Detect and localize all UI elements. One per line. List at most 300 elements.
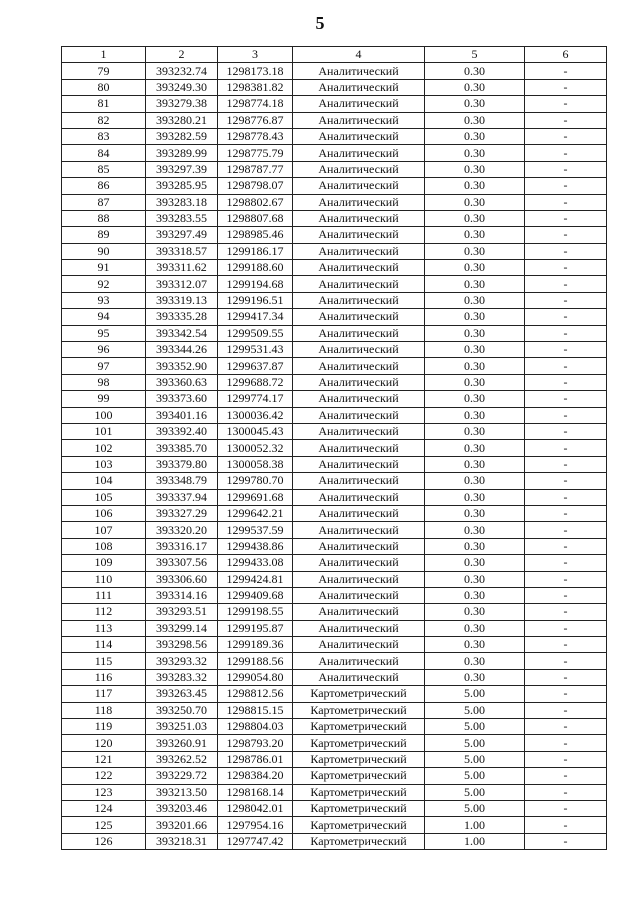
table-cell: 393312.07 <box>146 276 218 292</box>
table-cell: 393318.57 <box>146 243 218 259</box>
table-cell: 1299642.21 <box>218 505 293 521</box>
column-header: 3 <box>218 47 293 63</box>
table-cell: Аналитический <box>293 342 425 358</box>
table-cell: 115 <box>62 653 146 669</box>
table-cell: 106 <box>62 505 146 521</box>
table-cell: - <box>525 227 607 243</box>
table-cell: - <box>525 538 607 554</box>
table-cell: 393279.38 <box>146 96 218 112</box>
table-cell: Картометрический <box>293 817 425 833</box>
table-cell: 111 <box>62 587 146 603</box>
table-cell: - <box>525 473 607 489</box>
table-cell: 1299688.72 <box>218 374 293 390</box>
table-row <box>62 456 607 472</box>
table-cell: 1298787.77 <box>218 161 293 177</box>
table-cell: 393297.49 <box>146 227 218 243</box>
table-row <box>62 719 607 735</box>
table-row <box>62 538 607 554</box>
table-cell: 95 <box>62 325 146 341</box>
table-row <box>62 423 607 439</box>
table-cell: 103 <box>62 456 146 472</box>
table-cell: 0.30 <box>425 407 525 423</box>
table-cell: 89 <box>62 227 146 243</box>
table-cell: 87 <box>62 194 146 210</box>
table-cell: 0.30 <box>425 391 525 407</box>
table-cell: - <box>525 243 607 259</box>
table-cell: 90 <box>62 243 146 259</box>
table-cell: 108 <box>62 538 146 554</box>
table-cell: 393392.40 <box>146 423 218 439</box>
table-cell: 393327.29 <box>146 505 218 521</box>
table-cell: Аналитический <box>293 243 425 259</box>
table-cell: 126 <box>62 833 146 849</box>
table-row <box>62 637 607 653</box>
table-cell: - <box>525 342 607 358</box>
table-cell: 0.30 <box>425 243 525 259</box>
table-cell: - <box>525 817 607 833</box>
table-row <box>62 210 607 226</box>
table-cell: 1298774.18 <box>218 96 293 112</box>
table-cell: - <box>525 407 607 423</box>
table-cell: - <box>525 178 607 194</box>
table-cell: 5.00 <box>425 784 525 800</box>
table-cell: 0.30 <box>425 194 525 210</box>
table-row <box>62 243 607 259</box>
table-cell: - <box>525 276 607 292</box>
table-cell: 0.30 <box>425 637 525 653</box>
table-cell: - <box>525 784 607 800</box>
table-cell: 0.30 <box>425 505 525 521</box>
table-cell: 113 <box>62 620 146 636</box>
table-cell: 112 <box>62 604 146 620</box>
table-cell: 102 <box>62 440 146 456</box>
table-cell: - <box>525 391 607 407</box>
table-cell: - <box>525 128 607 144</box>
table-row <box>62 276 607 292</box>
table-row <box>62 817 607 833</box>
table-cell: - <box>525 686 607 702</box>
table-cell: 99 <box>62 391 146 407</box>
table-cell: 393352.90 <box>146 358 218 374</box>
table-cell: 125 <box>62 817 146 833</box>
table-cell: 1299054.80 <box>218 669 293 685</box>
table-cell: Картометрический <box>293 702 425 718</box>
table-row <box>62 391 607 407</box>
table-cell: Аналитический <box>293 210 425 226</box>
table-cell: Аналитический <box>293 374 425 390</box>
table-cell: - <box>525 505 607 521</box>
table-row <box>62 112 607 128</box>
column-header: 5 <box>425 47 525 63</box>
table-row <box>62 587 607 603</box>
table-cell: Картометрический <box>293 735 425 751</box>
table-cell: - <box>525 309 607 325</box>
table-cell: 393260.91 <box>146 735 218 751</box>
table-cell: 110 <box>62 571 146 587</box>
table-cell: 82 <box>62 112 146 128</box>
table-cell: 1299537.59 <box>218 522 293 538</box>
table-row <box>62 489 607 505</box>
table-body <box>62 63 607 850</box>
table-cell: 393348.79 <box>146 473 218 489</box>
table-cell: - <box>525 194 607 210</box>
table-cell: 100 <box>62 407 146 423</box>
table-row <box>62 620 607 636</box>
table-cell: 0.30 <box>425 440 525 456</box>
table-cell: 1298985.46 <box>218 227 293 243</box>
table-cell: 393285.95 <box>146 178 218 194</box>
column-header: 1 <box>62 47 146 63</box>
table-cell: - <box>525 456 607 472</box>
table-cell: Аналитический <box>293 604 425 620</box>
table-cell: 1299196.51 <box>218 292 293 308</box>
table-row <box>62 522 607 538</box>
table-row <box>62 833 607 849</box>
table-row <box>62 309 607 325</box>
table-cell: Аналитический <box>293 79 425 95</box>
table-cell: 1298802.67 <box>218 194 293 210</box>
table-row <box>62 161 607 177</box>
table-cell: 0.30 <box>425 276 525 292</box>
table-cell: 0.30 <box>425 571 525 587</box>
table-row <box>62 342 607 358</box>
table-row <box>62 669 607 685</box>
table-cell: 1298042.01 <box>218 800 293 816</box>
table-cell: 120 <box>62 735 146 751</box>
table-cell: 1299637.87 <box>218 358 293 374</box>
table-cell: 0.30 <box>425 423 525 439</box>
table-cell: - <box>525 768 607 784</box>
table-row <box>62 800 607 816</box>
table-cell: 393297.39 <box>146 161 218 177</box>
table-cell: 5.00 <box>425 768 525 784</box>
table-cell: 393373.60 <box>146 391 218 407</box>
table-cell: 0.30 <box>425 112 525 128</box>
page-number: 5 <box>315 13 325 33</box>
table-cell: Картометрический <box>293 751 425 767</box>
table-row <box>62 604 607 620</box>
table-cell: Аналитический <box>293 391 425 407</box>
table-cell: 393280.21 <box>146 112 218 128</box>
table-cell: 1298168.14 <box>218 784 293 800</box>
table-cell: 0.30 <box>425 538 525 554</box>
table-cell: Аналитический <box>293 292 425 308</box>
table-cell: 104 <box>62 473 146 489</box>
table-cell: 1300058.38 <box>218 456 293 472</box>
table-row <box>62 751 607 767</box>
table-cell: 5.00 <box>425 735 525 751</box>
table-cell: 1298798.07 <box>218 178 293 194</box>
table-cell: Аналитический <box>293 407 425 423</box>
table-cell: Аналитический <box>293 489 425 505</box>
table-cell: 1298775.79 <box>218 145 293 161</box>
table-cell: Аналитический <box>293 669 425 685</box>
table-cell: Аналитический <box>293 555 425 571</box>
column-header: 4 <box>293 47 425 63</box>
table-cell: 0.30 <box>425 96 525 112</box>
table-cell: Аналитический <box>293 440 425 456</box>
table-cell: 1299194.68 <box>218 276 293 292</box>
table-row <box>62 555 607 571</box>
table-cell: 393201.66 <box>146 817 218 833</box>
table-cell: - <box>525 161 607 177</box>
table-cell: 393319.13 <box>146 292 218 308</box>
table-cell: 0.30 <box>425 555 525 571</box>
table-cell: Аналитический <box>293 96 425 112</box>
table-cell: 1299509.55 <box>218 325 293 341</box>
table-cell: Аналитический <box>293 653 425 669</box>
table-cell: 393306.60 <box>146 571 218 587</box>
table-cell: - <box>525 555 607 571</box>
table-cell: 0.30 <box>425 128 525 144</box>
table-cell: Аналитический <box>293 128 425 144</box>
table-row <box>62 145 607 161</box>
table-row <box>62 79 607 95</box>
table-cell: - <box>525 325 607 341</box>
table-cell: 5.00 <box>425 702 525 718</box>
table-cell: Картометрический <box>293 768 425 784</box>
table-cell: 1298786.01 <box>218 751 293 767</box>
table-cell: Аналитический <box>293 260 425 276</box>
table-header-row <box>62 47 607 63</box>
table-cell: 101 <box>62 423 146 439</box>
table-cell: 0.30 <box>425 456 525 472</box>
table-cell: - <box>525 374 607 390</box>
table-cell: - <box>525 522 607 538</box>
table-cell: 109 <box>62 555 146 571</box>
table-cell: Аналитический <box>293 538 425 554</box>
table-cell: 393298.56 <box>146 637 218 653</box>
table-cell: - <box>525 751 607 767</box>
table-cell: - <box>525 604 607 620</box>
table-cell: 0.30 <box>425 522 525 538</box>
table-cell: 393249.30 <box>146 79 218 95</box>
table-cell: 393283.32 <box>146 669 218 685</box>
table-cell: 83 <box>62 128 146 144</box>
table-row <box>62 653 607 669</box>
table-cell: 5.00 <box>425 751 525 767</box>
table-row <box>62 735 607 751</box>
table-cell: 0.30 <box>425 489 525 505</box>
table-cell: 1.00 <box>425 833 525 849</box>
table-cell: 393293.51 <box>146 604 218 620</box>
table-cell: 0.30 <box>425 309 525 325</box>
table-cell: 393342.54 <box>146 325 218 341</box>
table-cell: - <box>525 637 607 653</box>
table-cell: 0.30 <box>425 227 525 243</box>
table-row <box>62 128 607 144</box>
table-cell: 86 <box>62 178 146 194</box>
table-cell: - <box>525 702 607 718</box>
table-cell: - <box>525 440 607 456</box>
table-cell: - <box>525 260 607 276</box>
table-cell: 93 <box>62 292 146 308</box>
table-cell: 0.30 <box>425 161 525 177</box>
table-cell: 98 <box>62 374 146 390</box>
table-cell: 0.30 <box>425 653 525 669</box>
table-cell: 5.00 <box>425 686 525 702</box>
table-cell: 80 <box>62 79 146 95</box>
table-cell: 393213.50 <box>146 784 218 800</box>
table-cell: 393314.16 <box>146 587 218 603</box>
table-cell: 0.30 <box>425 79 525 95</box>
table-cell: 0.30 <box>425 210 525 226</box>
table-cell: 393344.26 <box>146 342 218 358</box>
table-row <box>62 407 607 423</box>
table-cell: - <box>525 112 607 128</box>
table-cell: 84 <box>62 145 146 161</box>
table-cell: 0.30 <box>425 604 525 620</box>
table-row <box>62 686 607 702</box>
table-cell: 1298793.20 <box>218 735 293 751</box>
table-cell: - <box>525 358 607 374</box>
table-cell: 119 <box>62 719 146 735</box>
table-cell: 1299417.34 <box>218 309 293 325</box>
table-cell: 0.30 <box>425 473 525 489</box>
table-cell: 0.30 <box>425 178 525 194</box>
table-row <box>62 260 607 276</box>
table-cell: 1299198.55 <box>218 604 293 620</box>
table-row <box>62 768 607 784</box>
table-row <box>62 358 607 374</box>
table-cell: - <box>525 63 607 79</box>
table-cell: Картометрический <box>293 800 425 816</box>
table-cell: 107 <box>62 522 146 538</box>
table-cell: Картометрический <box>293 833 425 849</box>
table-cell: - <box>525 800 607 816</box>
table-cell: - <box>525 210 607 226</box>
table-cell: 1298776.87 <box>218 112 293 128</box>
table-cell: 91 <box>62 260 146 276</box>
table-cell: 118 <box>62 702 146 718</box>
table-cell: 0.30 <box>425 620 525 636</box>
table-cell: 0.30 <box>425 342 525 358</box>
table-cell: Аналитический <box>293 637 425 653</box>
table-cell: Аналитический <box>293 309 425 325</box>
table-cell: 1297954.16 <box>218 817 293 833</box>
table-cell: 1299189.36 <box>218 637 293 653</box>
table-cell: - <box>525 719 607 735</box>
table-cell: 0.30 <box>425 669 525 685</box>
table-cell: 96 <box>62 342 146 358</box>
table-cell: 393360.63 <box>146 374 218 390</box>
table-row <box>62 505 607 521</box>
table-cell: Аналитический <box>293 620 425 636</box>
table-cell: 393262.52 <box>146 751 218 767</box>
table-cell: 5.00 <box>425 800 525 816</box>
column-header: 2 <box>146 47 218 63</box>
table-cell: 393283.55 <box>146 210 218 226</box>
table-row <box>62 784 607 800</box>
table-cell: Аналитический <box>293 178 425 194</box>
table-cell: - <box>525 587 607 603</box>
table-row <box>62 473 607 489</box>
table-row <box>62 702 607 718</box>
table-cell: - <box>525 423 607 439</box>
table-cell: 1298812.56 <box>218 686 293 702</box>
table-cell: Аналитический <box>293 112 425 128</box>
table-cell: 393299.14 <box>146 620 218 636</box>
table-cell: 0.30 <box>425 145 525 161</box>
table-cell: 0.30 <box>425 63 525 79</box>
table-row <box>62 227 607 243</box>
table-cell: 393203.46 <box>146 800 218 816</box>
table-row <box>62 571 607 587</box>
table-cell: Аналитический <box>293 505 425 521</box>
table-cell: 0.30 <box>425 260 525 276</box>
table-cell: Аналитический <box>293 325 425 341</box>
table-cell: 0.30 <box>425 587 525 603</box>
table-cell: 393335.28 <box>146 309 218 325</box>
table-cell: 393385.70 <box>146 440 218 456</box>
table-cell: - <box>525 292 607 308</box>
table-cell: 1300052.32 <box>218 440 293 456</box>
table-cell: - <box>525 653 607 669</box>
table-cell: 1298807.68 <box>218 210 293 226</box>
table-cell: 116 <box>62 669 146 685</box>
table-cell: 1.00 <box>425 817 525 833</box>
table-cell: - <box>525 735 607 751</box>
table-cell: Аналитический <box>293 587 425 603</box>
table-cell: 121 <box>62 751 146 767</box>
table-cell: Аналитический <box>293 194 425 210</box>
table-cell: - <box>525 145 607 161</box>
table-row <box>62 440 607 456</box>
table-cell: 1297747.42 <box>218 833 293 849</box>
table-cell: 393282.59 <box>146 128 218 144</box>
table-cell: 1298381.82 <box>218 79 293 95</box>
table-cell: 393320.20 <box>146 522 218 538</box>
table-cell: Аналитический <box>293 63 425 79</box>
table-cell: Аналитический <box>293 522 425 538</box>
table-cell: 1299188.56 <box>218 653 293 669</box>
table-cell: 1299188.60 <box>218 260 293 276</box>
table-cell: 117 <box>62 686 146 702</box>
table-cell: 1299409.68 <box>218 587 293 603</box>
table-cell: 393307.56 <box>146 555 218 571</box>
table-cell: 79 <box>62 63 146 79</box>
table-cell: 1298173.18 <box>218 63 293 79</box>
table-cell: Аналитический <box>293 161 425 177</box>
table-row <box>62 374 607 390</box>
table-cell: 393311.62 <box>146 260 218 276</box>
table-cell: 1299780.70 <box>218 473 293 489</box>
table-cell: 393218.31 <box>146 833 218 849</box>
table-cell: 393229.72 <box>146 768 218 784</box>
table-row <box>62 63 607 79</box>
table-cell: 393232.74 <box>146 63 218 79</box>
table-cell: 1300036.42 <box>218 407 293 423</box>
table-cell: 122 <box>62 768 146 784</box>
table-cell: 0.30 <box>425 358 525 374</box>
table-cell: 81 <box>62 96 146 112</box>
table-cell: 393316.17 <box>146 538 218 554</box>
table-cell: Картометрический <box>293 784 425 800</box>
table-cell: Картометрический <box>293 686 425 702</box>
table-row <box>62 96 607 112</box>
table-cell: 123 <box>62 784 146 800</box>
table-cell: 94 <box>62 309 146 325</box>
table-cell: 1298778.43 <box>218 128 293 144</box>
table-cell: 1299195.87 <box>218 620 293 636</box>
table-cell: 0.30 <box>425 374 525 390</box>
table-cell: 1298804.03 <box>218 719 293 735</box>
table-cell: Картометрический <box>293 719 425 735</box>
table-cell: - <box>525 79 607 95</box>
table-cell: 1300045.43 <box>218 423 293 439</box>
table-cell: Аналитический <box>293 473 425 489</box>
table-cell: 88 <box>62 210 146 226</box>
